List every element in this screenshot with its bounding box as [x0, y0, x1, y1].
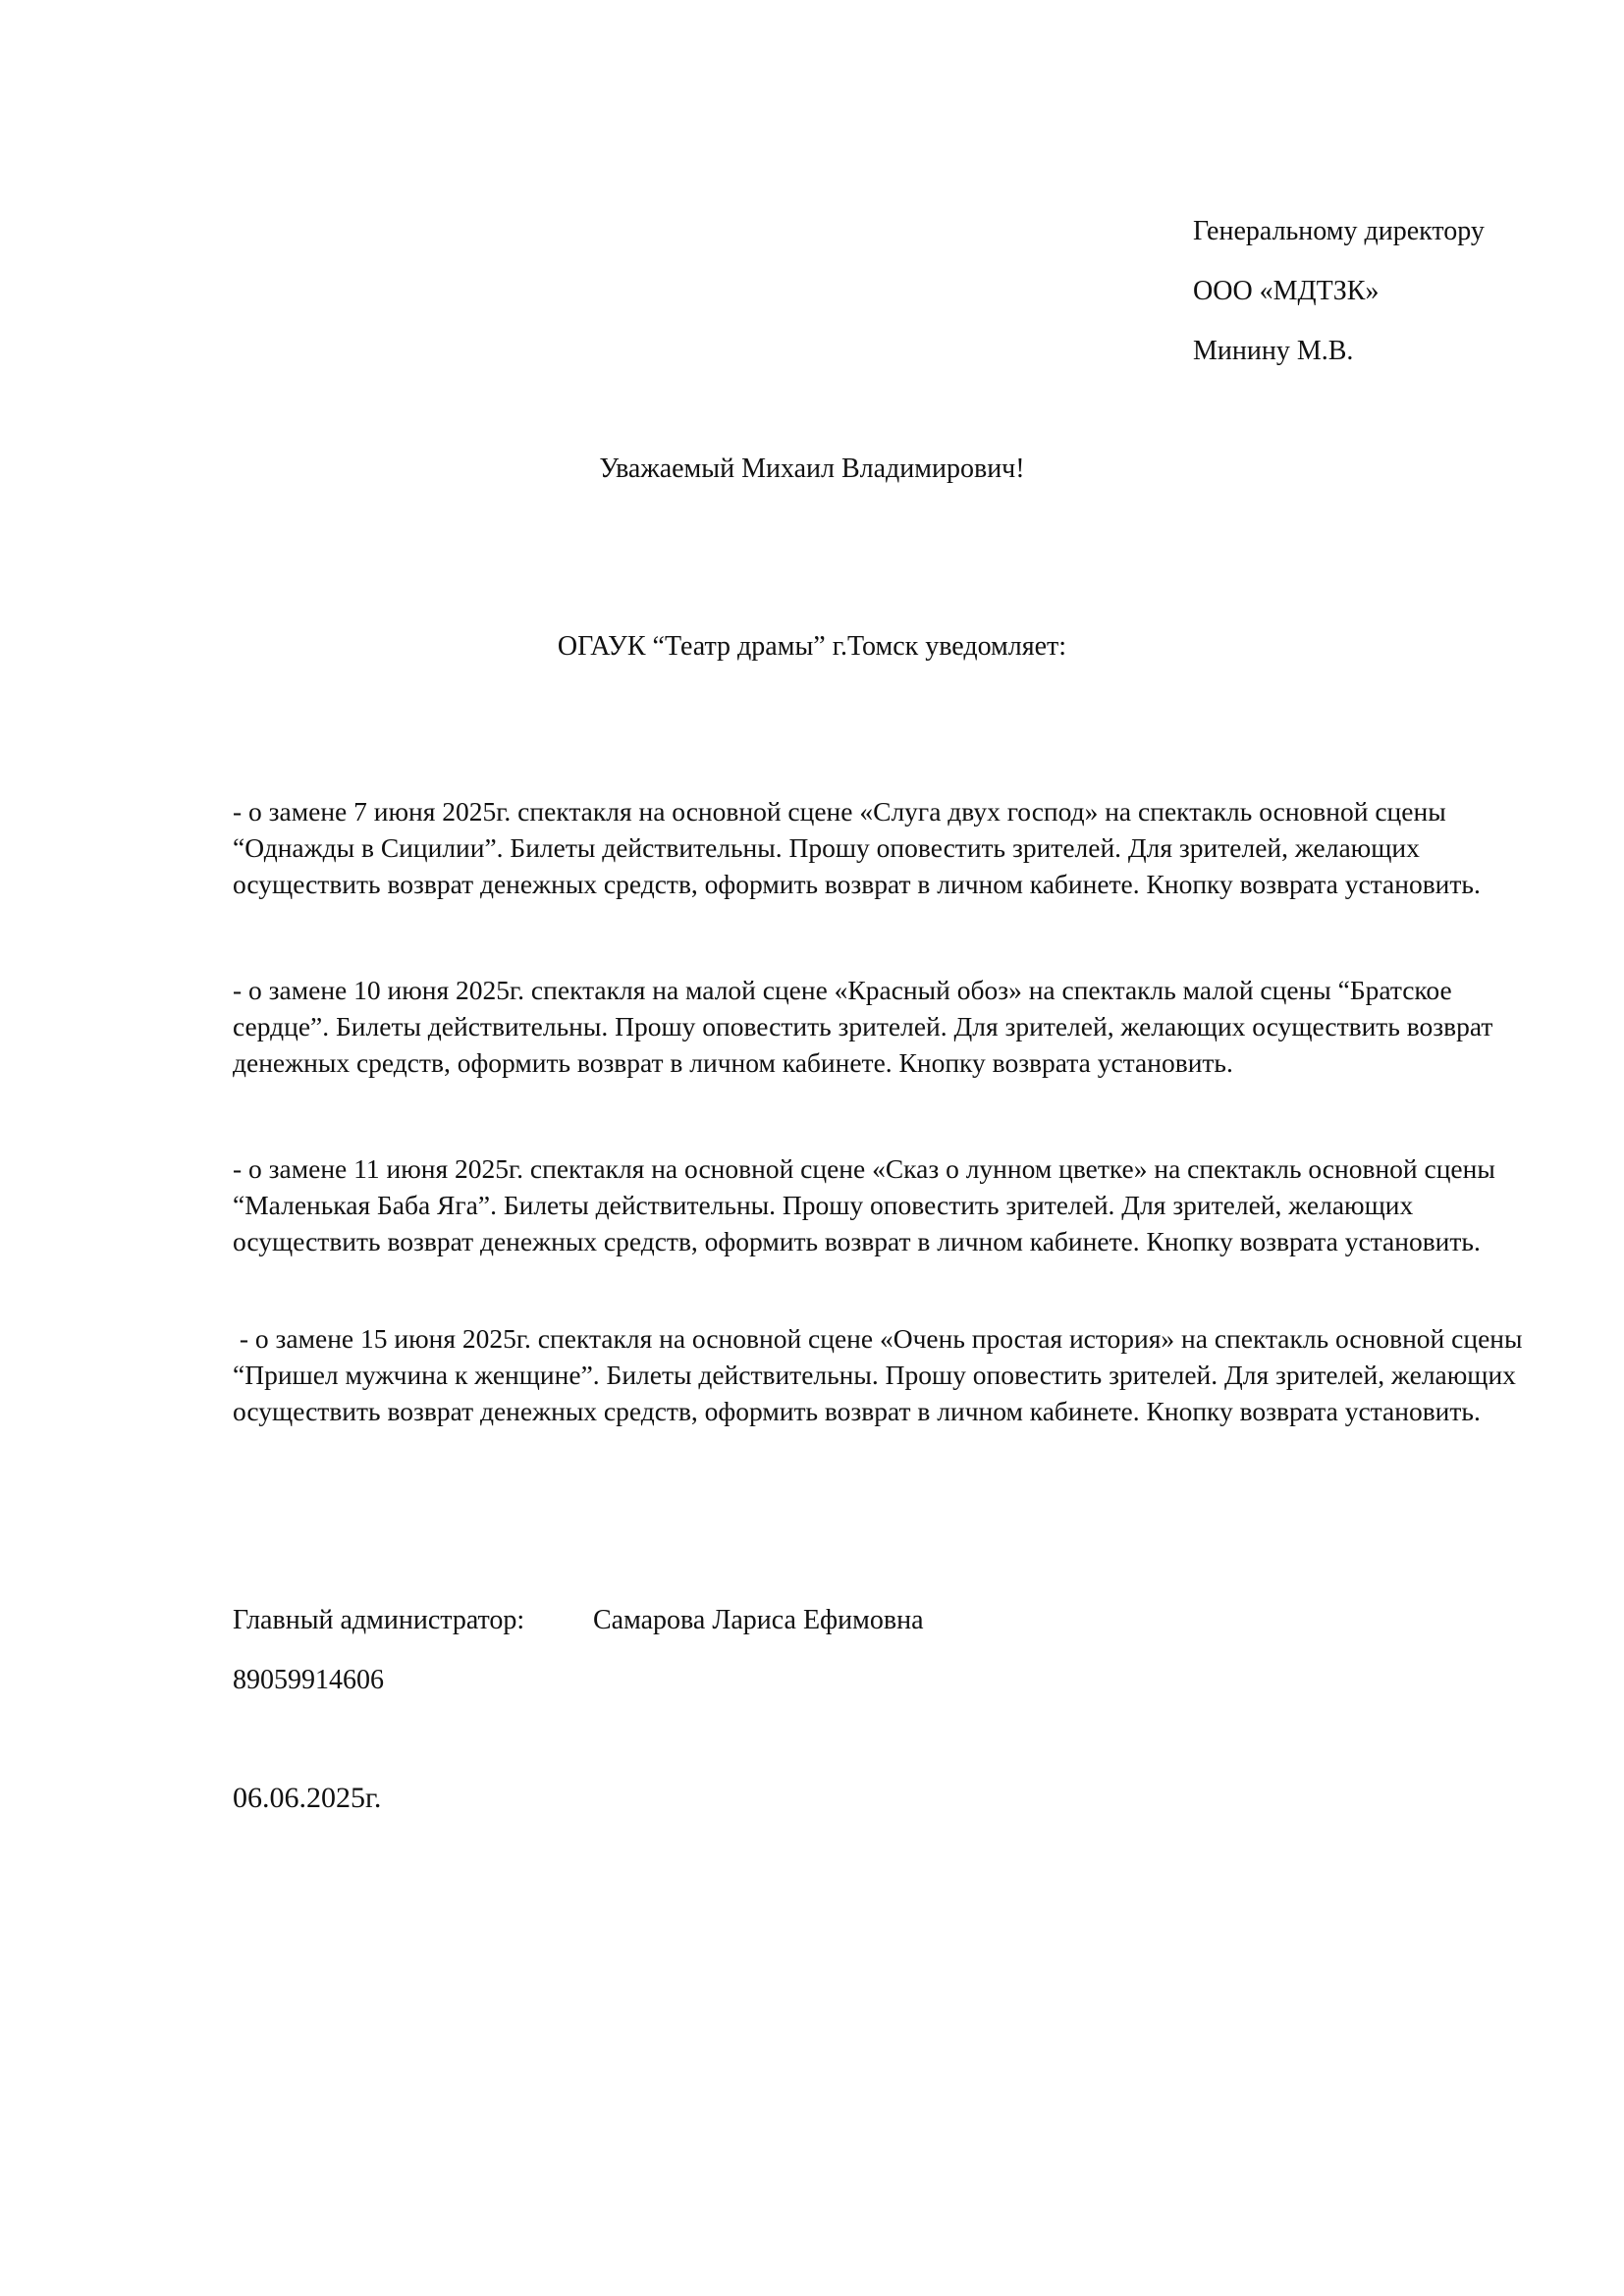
recipient-position: Генеральному директору [1193, 216, 1485, 246]
signature-phone: 89059914606 [233, 1665, 384, 1695]
recipient-company: ООО «МДТЗК» [1193, 276, 1380, 306]
notice-paragraph-4: - о замене 15 июня 2025г. спектакля на основной сцене «Очень простая история» на спектакль основной сцены “Пришел мужчина к женщине”. Билеты действительны. Прошу оповестить зрителей. Для зрителей, желающих осуществить возврат денежных средств, оформить возврат в личном кабинете. Кнопку возврата установить. [233, 1323, 1530, 1426]
notice-paragraph-3: - о замене 11 июня 2025г. спектакля на основной сцене «Сказ о лунном цветке» на спектакль основной сцены “Маленькая Баба Яга”. Билеты действительны. Прошу оповестить зрителей. Для зрителей, желающих осуществить возврат денежных средств, оформить возврат в личном кабинете. Кнопку возврата установить. [233, 1153, 1495, 1256]
signature-name: Самарова Лариса Ефимовна [593, 1605, 924, 1635]
notice-paragraph-1: - о замене 7 июня 2025г. спектакля на основной сцене «Слуга двух господ» на спектакль основной сцены “Однажды в Сицилии”. Билеты действительны. Прошу оповестить зрителей. Для зрителей, желающих осуществить возврат денежных средств, оформить возврат в личном кабинете. Кнопку возврата установить. [233, 796, 1481, 899]
intro-line: ОГАУК “Театр драмы” г.Томск уведомляет: [557, 631, 1067, 662]
signature-title: Главный администратор: [233, 1605, 525, 1635]
recipient-name: Минину М.В. [1193, 336, 1354, 366]
notice-paragraph-2: - о замене 10 июня 2025г. спектакля на малой сцене «Красный обоз» на спектакль малой сцены “Братское сердце”. Билеты действительны. Прошу оповестить зрителей. Для зрителей, желающих осуществить возврат денежных средств, оформить возврат в личном кабинете. Кнопку возврата установить. [233, 975, 1493, 1078]
salutation: Уважаемый Михаил Владимирович! [599, 454, 1025, 484]
letter-date: 06.06.2025г. [233, 1782, 382, 1814]
